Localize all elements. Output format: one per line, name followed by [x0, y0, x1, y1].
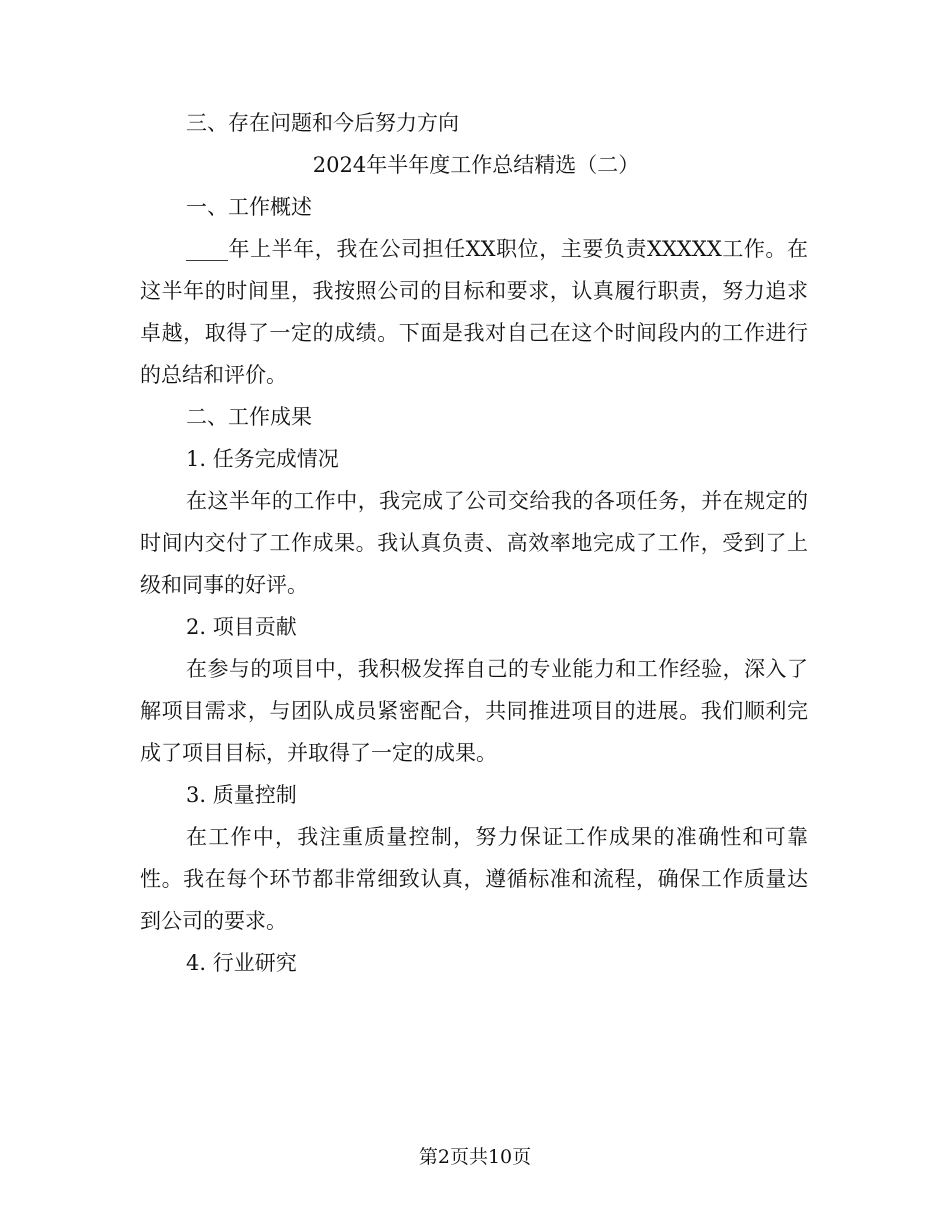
section-1-heading: 一、工作概述 — [186, 195, 312, 219]
document-title: 2024年半年度工作总结精选（二） — [312, 153, 640, 177]
item-2-paragraph: 在参与的项目中，我积极发挥自己的专业能力和工作经验，深入了解项目需求，与团队成员紧密配合，共同推进项目的进展。我们顺利完成了项目目标，并取得了一定的成果。 — [140, 657, 808, 765]
section-2-heading: 二、工作成果 — [186, 405, 312, 429]
section-3-heading: 三、存在问题和今后努力方向 — [186, 111, 459, 135]
item-2-heading: 2. 项目贡献 — [186, 615, 297, 639]
item-1-paragraph: 在这半年的工作中，我完成了公司交给我的各项任务，并在规定的时间内交付了工作成果。我认真负责、高效率地完成了工作，受到了上级和同事的好评。 — [140, 489, 808, 597]
item-3-heading: 3. 质量控制 — [186, 783, 297, 807]
item-1-heading: 1. 任务完成情况 — [186, 447, 339, 471]
overview-paragraph: ____年上半年，我在公司担任XX职位，主要负责XXXXX工作。在这半年的时间里，我按照公司的目标和要求，认真履行职责，努力追求卓越，取得了一定的成绩。下面是我对自己在这个时间段内的工作进行的总结和评价。 — [140, 237, 808, 387]
item-4-heading: 4. 行业研究 — [186, 951, 297, 975]
item-3-paragraph: 在工作中，我注重质量控制，努力保证工作成果的准确性和可靠性。我在每个环节都非常细致认真，遵循标准和流程，确保工作质量达到公司的要求。 — [140, 825, 808, 933]
document-body — [140, 102, 808, 984]
page-footer: 第2页共10页 — [418, 1146, 532, 1168]
